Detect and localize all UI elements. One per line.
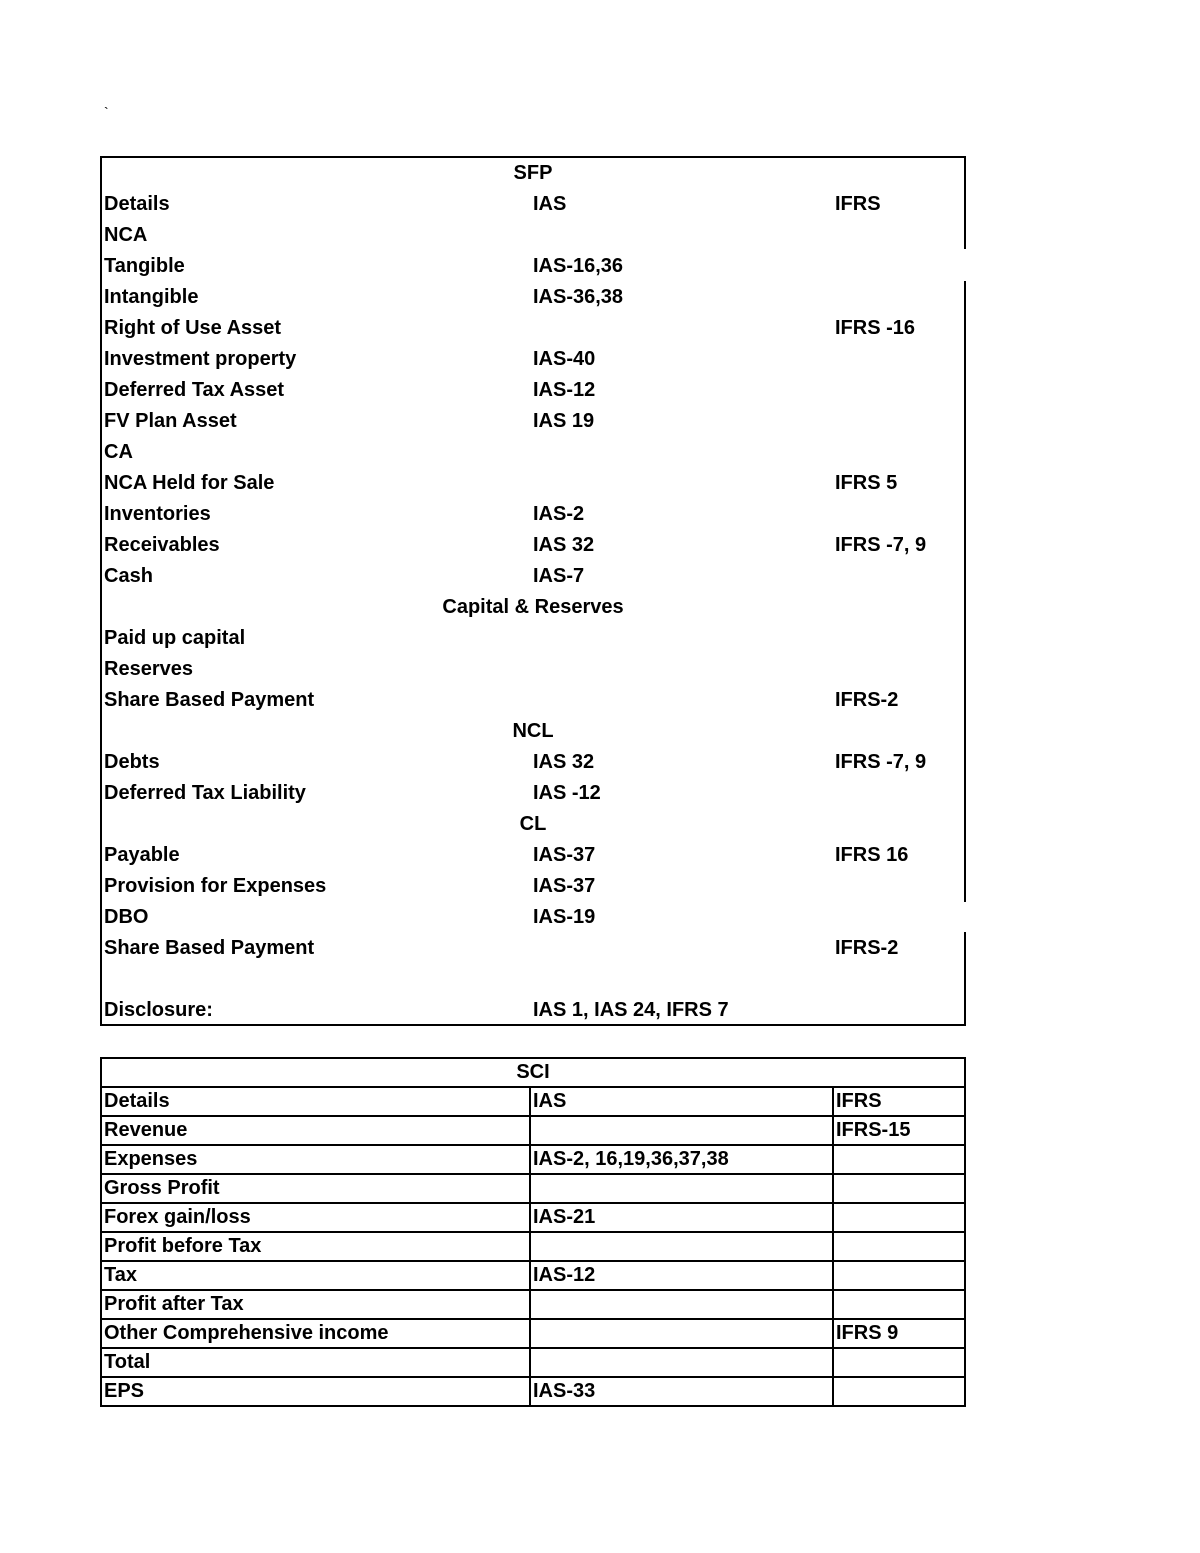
- sci-row-ias: IAS-21: [530, 1203, 833, 1232]
- sfp-row: [102, 437, 964, 468]
- sfp-row-ias: IAS-7: [533, 565, 585, 587]
- sfp-row-label: Deferred Tax Liability: [104, 782, 306, 804]
- tick-mark: `: [104, 104, 109, 120]
- sci-row-label: Tax: [101, 1261, 530, 1290]
- sfp-title-row: [102, 158, 964, 189]
- sfp-row-ias: IAS 19: [533, 410, 595, 432]
- sfp-row-ias: IAS -12: [533, 782, 601, 804]
- disclosure-label: Disclosure:: [104, 999, 213, 1021]
- sci-row: [101, 1232, 965, 1261]
- sfp-row: [102, 375, 964, 406]
- sfp-row: [102, 933, 964, 964]
- sfp-row: [102, 561, 964, 592]
- sfp-row-ias: IAS-12: [533, 379, 596, 401]
- sci-row: [101, 1203, 965, 1232]
- sfp-row: [102, 747, 964, 778]
- sfp-row-label: Paid up capital: [104, 627, 246, 649]
- sci-row: [101, 1261, 965, 1290]
- sfp-row-ias: IAS-40: [533, 348, 596, 370]
- sfp-header-ifrs: IFRS: [835, 193, 881, 215]
- sci-row-label: Total: [101, 1348, 530, 1377]
- sci-row-label: Other Comprehensive income: [101, 1319, 530, 1348]
- sfp-row-label: DBO: [104, 906, 149, 928]
- sfp-row-label: Tangible: [104, 255, 185, 277]
- sci-row: [101, 1319, 965, 1348]
- sfp-row: [102, 220, 964, 251]
- sfp-row-ias: IAS 32: [533, 534, 595, 556]
- sfp-row-label: Share Based Payment: [104, 689, 315, 711]
- sfp-row: [102, 902, 964, 933]
- sfp-row: [102, 499, 964, 530]
- sfp-row-label: Deferred Tax Asset: [104, 379, 285, 401]
- sci-row-ifrs: [833, 1290, 965, 1319]
- section-capital-reserves-row: [102, 592, 964, 623]
- section-ncl: NCL: [512, 720, 554, 742]
- sfp-header-row: [102, 189, 964, 220]
- sfp-row-label: Provision for Expenses: [104, 875, 327, 897]
- sfp-row: [102, 685, 964, 716]
- sci-title-row: [101, 1058, 965, 1087]
- sfp-title: SFP: [513, 162, 553, 184]
- sfp-row-label: Intangible: [104, 286, 199, 308]
- sfp-header-ias: IAS: [533, 193, 567, 215]
- sci-row-ias: IAS-33: [530, 1377, 833, 1406]
- sci-title: SCI: [101, 1058, 965, 1087]
- sfp-row-ifrs: IFRS 16: [835, 844, 909, 866]
- sfp-row-ifrs: IFRS -16: [835, 317, 916, 339]
- sci-row: [101, 1174, 965, 1203]
- sci-row: [101, 1145, 965, 1174]
- sfp-row-label: Payable: [104, 844, 180, 866]
- sfp-row: [102, 871, 964, 902]
- sfp-row-ias: IAS-37: [533, 844, 596, 866]
- sci-row: [101, 1348, 965, 1377]
- sci-row-ifrs: [833, 1232, 965, 1261]
- sci-row-label: EPS: [101, 1377, 530, 1406]
- sfp-row: [102, 406, 964, 437]
- sfp-row-ias: IAS 32: [533, 751, 595, 773]
- sfp-row: [102, 530, 964, 561]
- sci-row-ifrs: [833, 1377, 965, 1406]
- sci-header-details: Details: [101, 1087, 530, 1116]
- sfp-row-ifrs: IFRS -7, 9: [835, 534, 927, 556]
- sfp-row-label: Right of Use Asset: [104, 317, 282, 339]
- sci-row-ifrs: [833, 1261, 965, 1290]
- sfp-row-ias: IAS-19: [533, 906, 596, 928]
- sci-row: [101, 1377, 965, 1406]
- sfp-row-ifrs: IFRS -7, 9: [835, 751, 927, 773]
- sfp-row: [102, 282, 964, 313]
- sfp-row-label: Reserves: [104, 658, 193, 680]
- sfp-row-ifrs: IFRS-2: [835, 689, 899, 711]
- sci-row-ifrs: [833, 1348, 965, 1377]
- sci-row-ifrs: IFRS 9: [833, 1319, 965, 1348]
- sci-row-label: Profit after Tax: [101, 1290, 530, 1319]
- sfp-row-label: Cash: [104, 565, 153, 587]
- sci-row-ias: [530, 1232, 833, 1261]
- sci-row-ias: [530, 1290, 833, 1319]
- section-cl: CL: [519, 813, 547, 835]
- section-cl-row: [102, 809, 964, 840]
- disclosure-value: IAS 1, IAS 24, IFRS 7: [533, 999, 729, 1021]
- sci-statement: [100, 1057, 966, 1407]
- sci-row-label: Profit before Tax: [101, 1232, 530, 1261]
- disclosure-row: [102, 995, 964, 1026]
- sfp-row-ifrs: IFRS 5: [835, 472, 898, 494]
- sfp-row: [102, 251, 964, 282]
- sfp-row-ias: IAS-2: [533, 503, 585, 525]
- sfp-row-ias: IAS-16,36: [533, 255, 624, 277]
- sci-row-ifrs: [833, 1203, 965, 1232]
- section-ncl-row: [102, 716, 964, 747]
- sci-row-ifrs: [833, 1174, 965, 1203]
- sfp-row-label: Investment property: [104, 348, 297, 370]
- sci-row-ifrs: [833, 1145, 965, 1174]
- sfp-row-ifrs: IFRS-2: [835, 937, 899, 959]
- sfp-row-label: Debts: [104, 751, 160, 773]
- sfp-row-label: CA: [104, 441, 133, 463]
- section-capital-reserves: Capital & Reserves: [442, 596, 624, 618]
- sci-row-ias: [530, 1174, 833, 1203]
- sfp-row-label: Share Based Payment: [104, 937, 315, 959]
- sfp-statement: [100, 156, 966, 1026]
- sfp-row-ias: IAS-36,38: [533, 286, 624, 308]
- sfp-row: [102, 344, 964, 375]
- sfp-row-label: Inventories: [104, 503, 211, 525]
- sfp-row-ias: IAS-37: [533, 875, 596, 897]
- sfp-header-details: Details: [104, 193, 170, 215]
- sfp-row-label: FV Plan Asset: [104, 410, 237, 432]
- sfp-row: [102, 313, 964, 344]
- sfp-row: [102, 468, 964, 499]
- sci-row: [101, 1116, 965, 1145]
- sci-header-ias: IAS: [530, 1087, 833, 1116]
- sci-row-label: Revenue: [101, 1116, 530, 1145]
- sfp-row: [102, 654, 964, 685]
- sci-row: [101, 1290, 965, 1319]
- sci-row-label: Expenses: [101, 1145, 530, 1174]
- sci-row-ias: [530, 1348, 833, 1377]
- sci-row-ias: [530, 1319, 833, 1348]
- sci-row-label: Gross Profit: [101, 1174, 530, 1203]
- sfp-row: [102, 623, 964, 654]
- sci-row-label: Forex gain/loss: [101, 1203, 530, 1232]
- sci-row-ifrs: IFRS-15: [833, 1116, 965, 1145]
- sfp-row: [102, 840, 964, 871]
- sci-row-ias: IAS-12: [530, 1261, 833, 1290]
- sci-header-row: [101, 1087, 965, 1116]
- sfp-row: [102, 778, 964, 809]
- sci-header-ifrs: IFRS: [833, 1087, 965, 1116]
- sci-row-ias: [530, 1116, 833, 1145]
- sci-row-ias: IAS-2, 16,19,36,37,38: [530, 1145, 833, 1174]
- sfp-row-label: NCA Held for Sale: [104, 472, 275, 494]
- sfp-row-label: NCA: [104, 224, 148, 246]
- sfp-row-label: Receivables: [104, 534, 220, 556]
